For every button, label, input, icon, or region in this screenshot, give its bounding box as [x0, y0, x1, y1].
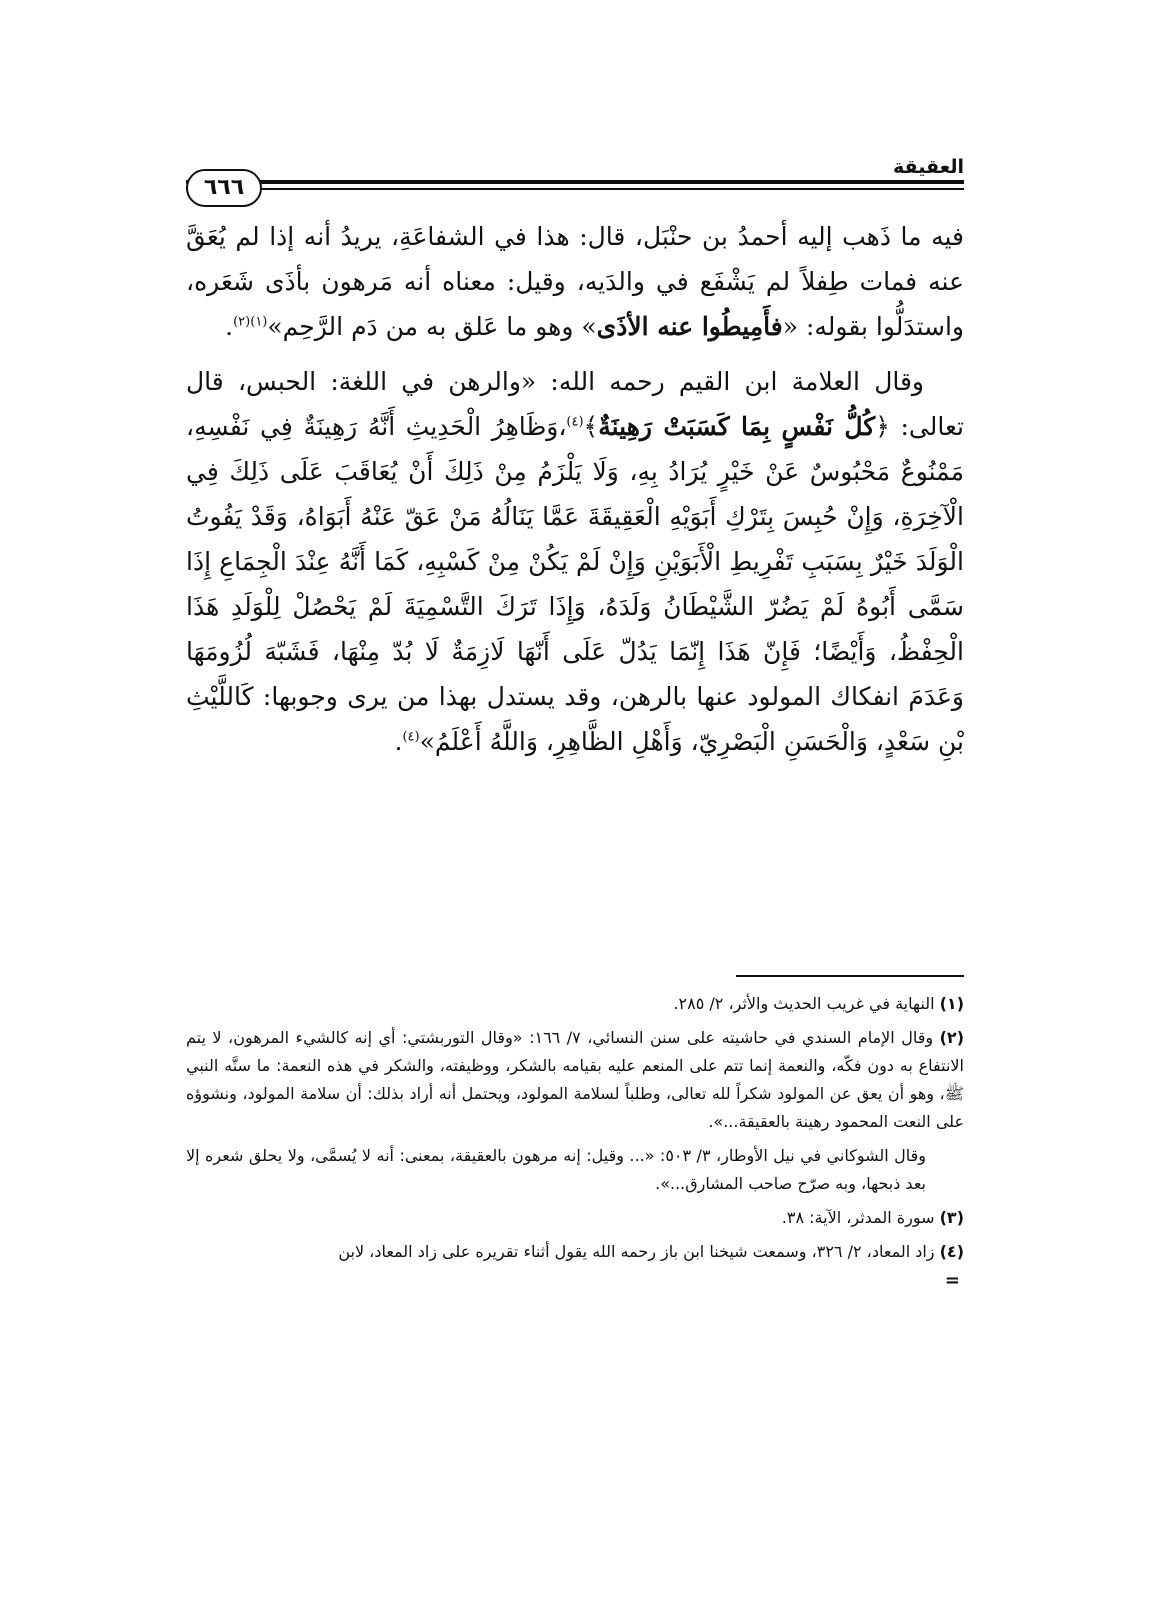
footnote-1: [186, 990, 964, 1018]
footnote-3-number: (٣): [939, 1208, 964, 1227]
footnote-1-number: (١): [939, 994, 964, 1013]
hadith-quote: فأَمِيطُوا عنه الأذَى: [596, 312, 783, 341]
footnote-4: [186, 1238, 964, 1266]
footnote-ref-1-2[interactable]: (١)(٢): [233, 314, 268, 330]
continuation-mark: =: [944, 1270, 960, 1291]
footnote-1-text: النهاية في غريب الحديث والأثر، ٢/ ٢٨٥.: [673, 994, 935, 1013]
header-rule-thin: [186, 188, 964, 190]
paragraph-2: [186, 359, 964, 764]
footnote-separator: [736, 975, 964, 977]
p2-end: .: [394, 727, 403, 756]
footnotes: [186, 990, 964, 1290]
footnote-2-number: (٢): [939, 1028, 964, 1047]
footnote-ref-4[interactable]: (٤): [402, 729, 420, 745]
footnote-3: [186, 1204, 964, 1232]
page-header: [186, 156, 964, 208]
header-rule-thick: [186, 180, 964, 184]
footnote-4-text: زاد المعاد، ٢/ ٣٢٦، وسمعت شيخنا ابن باز رحمه الله يقول أثناء تقريره على زاد المعاد، لابن: [338, 1242, 935, 1261]
main-text: [186, 214, 964, 764]
footnote-2: [186, 1024, 964, 1136]
p1-end: .: [225, 312, 234, 341]
footnote-2-text: وقال الإمام السندي في حاشيته على سنن النسائي، ٧/ ١٦٦: «وقال التوربشتي: أي إنه كالشيء المرهون، لا يتم الانتفاع به دون فكّه، والنعمة إنما تتم على المنعم عليه بقيامه بالشكر، ووظيفته، والشكر في هذه النعمة: ما سنَّه النبي ﷺ، وهو أن يعق عن المولود شكراً لله تعالى، وطلباً لسلامة المولود، ويحتمل أنه أراد بذلك: أن سلامة المولود، ونشوؤه على النعت المحمود رهينة بالعقيقة...».: [186, 1028, 964, 1131]
footnote-ref-3[interactable]: (٤): [566, 414, 584, 430]
page-number: ٦٦٦: [186, 169, 262, 207]
quran-verse: كُلُّ نَفْسٍ بِمَا كَسَبَتْ رَهِينَةٌ: [598, 412, 876, 441]
p1-text-a: فيه ما ذَهب إليه أحمدُ بن حنْبَل، قال: هذا في الشفاعَةِ، يريدُ أنه إذا لم يُعَقَّ عنه فمات طِفلاً لم يَشْفَع في والدَيه، وقيل: معناه أنه مَرهون بأذَى شَعَره، واستدَلُّوا بقوله: «: [186, 222, 964, 341]
p2-text-a: وقال العلامة ابن القيم رحمه الله: «والرهن في اللغة: الحبس، قال تعالى: ﴿: [186, 367, 965, 441]
footnote-4-number: (٤): [939, 1242, 964, 1261]
p1-text-b: » وهو ما عَلق به من دَم الرَّحِم»: [267, 312, 597, 341]
paragraph-1: [186, 214, 964, 349]
book-title: العقيقة: [893, 156, 964, 178]
footnote-3-text: سورة المدثر، الآية: ٣٨.: [781, 1208, 935, 1227]
p2-text-b: ﴾: [583, 412, 599, 441]
p2-text-c: ،وَظَاهِرُ الْحَدِيثِ أَنَّهُ رَهِينَةٌ فِي نَفْسِهِ، مَمْنُوعٌ مَحْبُوسٌ عَنْ خَيْرٍ يُرَادُ بِهِ، وَلَا يَلْزَمُ مِنْ ذَلِكَ أَنْ يُعَاقَبَ عَلَى ذَلِكَ فِي الْآخِرَةِ، وَإِنْ حُبِسَ بِتَرْكِ أَبَوَيْهِ الْعَقِيقَةَ عَمَّا يَنَالُهُ مَنْ عَقّ عَنْهُ أَبَوَاهُ، وَقَدْ يَفُوتُ الْوَلَدَ خَيْرٌ بِسَبَبِ تَفْرِيطِ الْأَبَوَيْنِ وَإِنْ لَمْ يَكُنْ مِنْ كَسْبِهِ، كَمَا أَنَّهُ عِنْدَ الْجِمَاعِ إِذَا سَمَّى أَبُوهُ لَمْ يَضُرّ الشَّيْطَانُ وَلَدَهُ، وَإِذَا تَرَكَ التَّسْمِيَةَ لَمْ يَحْصُلْ لِلْوَلَدِ هَذَا الْحِفْظُ، وَأَيْضًا؛ فَإِنّ هَذَا إِنّمَا يَدُلّ عَلَى أَنّهَا لَازِمَةٌ لَا بُدّ مِنْهَا، فَشَبّهَ لُزُومَهَا وَعَدَمَ انفكاك المولود عنها بالرهن، وقد يستدل بهذا من يرى وجوبها: كَاللَّيْثِ بْنِ سَعْدٍ، وَالْحَسَنِ الْبَصْرِيّ، وَأَهْلِ الظَّاهِرِ، وَاللَّهُ أَعْلَمُ»: [186, 412, 964, 756]
footnote-2-continuation: وقال الشوكاني في نيل الأوطار، ٣/ ٥٠٣: «... وقيل: إنه مرهون بالعقيقة، بمعنى: أنه لا يُسمَّى، ولا يحلق شعره إلا بعد ذبحها، وبه صرّح صاحب المشارق...».: [186, 1146, 927, 1193]
